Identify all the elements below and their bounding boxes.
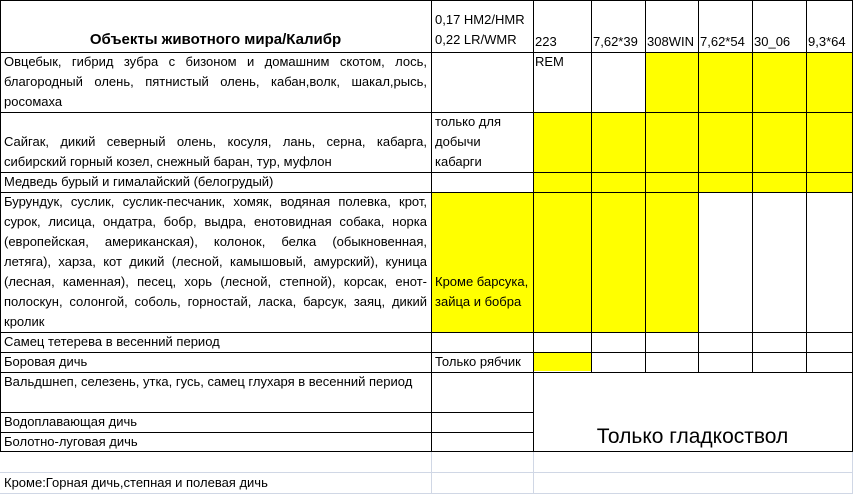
- border: [0, 112, 853, 113]
- header-title: Объекты животного мира/Калибр: [89, 31, 342, 48]
- row-label-marsh-game: Болотно-луговая дичь: [4, 434, 138, 449]
- border: [698, 0, 699, 373]
- border: [591, 0, 592, 373]
- cell-row3-rifle-highlight: [533, 172, 852, 192]
- header-rimfire-line2: 0,22 LR/WMR: [435, 32, 517, 47]
- note-hazel-grouse-only: Только рябчик: [435, 354, 521, 369]
- border: [645, 0, 646, 373]
- cell-row6-223-highlight: [533, 352, 591, 371]
- header-caliber-762-54: 7,62*54: [700, 34, 745, 49]
- header-caliber-762-39: 7,62*39: [593, 34, 638, 49]
- row-label-woodcock-duck: Вальдшнеп, селезень, утка, гусь, самец глухаря в весенний период: [4, 374, 413, 389]
- border: [0, 52, 853, 53]
- note-kabarga-only: только для добычи кабарги: [435, 114, 501, 169]
- border: [0, 192, 853, 193]
- border: [0, 432, 533, 433]
- header-caliber-223: 223 REM: [535, 34, 564, 69]
- header-caliber-93-64: 9,3*64: [808, 34, 846, 49]
- row-label-upland-game: Боровая дичь: [4, 354, 88, 369]
- border: [533, 0, 534, 452]
- border: [431, 0, 432, 452]
- row-label-ungulates: Сайгак, дикий северный олень, косуля, лань, серна, кабарга, сибирский горный козел, снежный баран, тур, муфлон: [4, 134, 427, 169]
- border: [0, 412, 533, 413]
- border: [0, 372, 853, 373]
- border: [0, 332, 853, 333]
- note-except-badger-hare-beaver: Кроме барсука, зайца и бобра: [435, 274, 529, 309]
- cell-row1-30-06-highlight: [645, 52, 852, 112]
- border: [0, 451, 853, 452]
- cell-row2-rifle-highlight: [533, 112, 852, 172]
- border: [0, 0, 1, 452]
- row-label-large-game: Овцебык, гибрид зубра с бизоном и домашним скотом, лось, благородный олень, пятнистый олень, кабан,волк, шакал,рысь, росомаха: [4, 54, 427, 109]
- footer-note: Кроме:Горная дичь,степная и полевая дичь: [4, 475, 268, 490]
- header-caliber-308: 308WIN: [647, 34, 694, 49]
- border: [752, 0, 753, 373]
- border: [0, 352, 853, 353]
- header-rimfire-line1: 0,17 HM2/HMR: [435, 12, 525, 27]
- gridline: [431, 451, 432, 493]
- header-caliber-30-06: 30_06: [754, 34, 791, 49]
- gridline: [533, 451, 534, 493]
- border: [0, 0, 853, 1]
- smoothbore-only-label: Только гладкоствол: [596, 425, 789, 448]
- border: [806, 0, 807, 373]
- row-label-black-grouse: Самец тетерева в весенний период: [4, 334, 220, 349]
- row-label-bear: Медведь бурый и гималайский (белогрудый): [4, 174, 274, 189]
- border: [0, 172, 853, 173]
- row-label-waterfowl: Водоплавающая дичь: [4, 414, 137, 429]
- row-label-fur-animals: Бурундук, суслик, суслик-песчаник, хомяк, водяная полевка, крот, сурок, лисица, ондатра, бобр, выдра, енотовидная собака, норка (европейская, американская), колонок, белка (обыкновенная, летяга), харза, кот дикий (лесной, камышовый, амурский), куница (лесная, каменная), песец, хорь (лесной, степной), корсак, енот-полоскун, солонгой, соболь, горностай, ласка, барсук, заяц, дикий кролик: [4, 194, 427, 329]
